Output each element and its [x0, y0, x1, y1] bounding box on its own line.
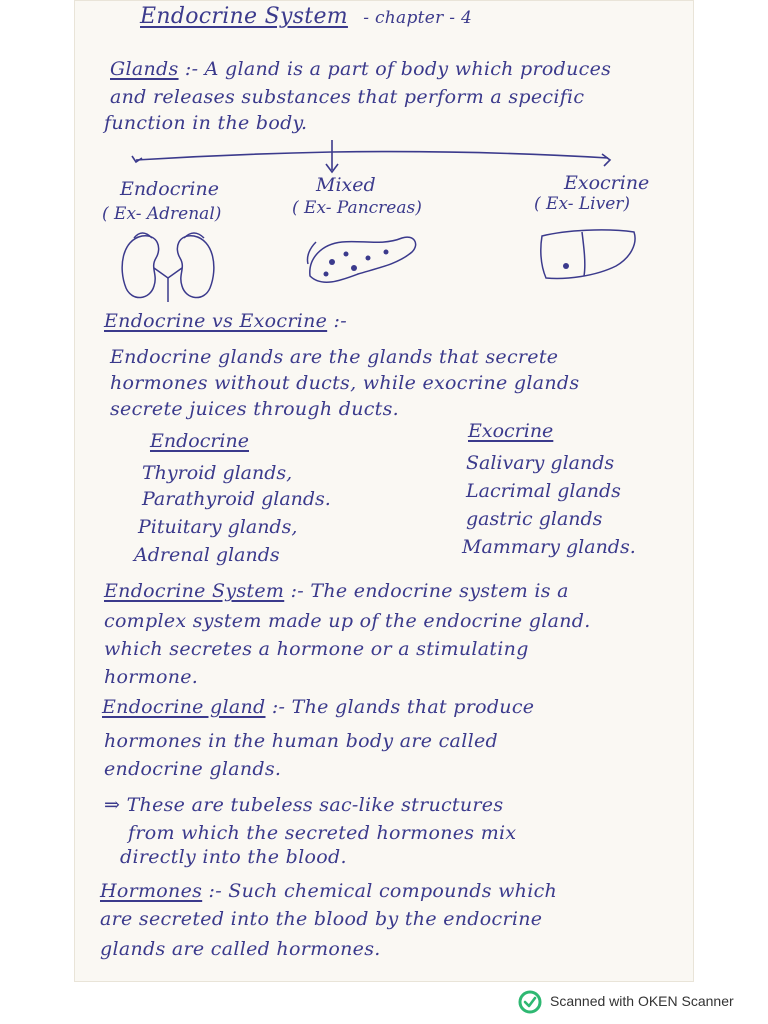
hormones-text-line: Such chemical compounds which	[228, 880, 558, 902]
vs-text-line: hormones without ducts, while exocrine glands	[110, 372, 580, 394]
exocrine-label: Exocrine	[564, 172, 650, 194]
glands-heading: Glands	[110, 58, 179, 80]
endocrine-list-item: Pituitary glands,	[138, 516, 298, 538]
vs-heading-line	[104, 310, 347, 332]
pancreas-drawing	[302, 228, 422, 294]
hormones-text-line: are secreted into the blood by the endocrine	[100, 908, 543, 930]
hormones-heading: Hormones	[100, 880, 203, 902]
oken-scanner-logo-icon	[518, 990, 542, 1014]
arrow-bullet-icon: ⇒	[104, 794, 121, 816]
exocrine-list-item: Mammary glands.	[462, 536, 636, 558]
endocrine-label: Endocrine	[120, 178, 219, 200]
bullet-text-line: These are tubeless sac-like structures	[126, 794, 504, 816]
system-line-1	[104, 580, 569, 602]
gland-line-1	[102, 696, 534, 718]
endocrine-list-item: Thyroid glands,	[142, 462, 293, 484]
exocrine-list-item: Salivary glands	[466, 452, 615, 474]
adrenal-kidneys-drawing	[114, 228, 224, 304]
gland-heading: Endocrine gland	[102, 696, 266, 718]
exocrine-column-header: Exocrine	[468, 420, 554, 442]
glands-separator: :-	[184, 58, 199, 80]
endocrine-list-item: Adrenal glands	[134, 544, 280, 566]
gland-text-line: endocrine glands.	[104, 758, 282, 780]
system-text-line: The endocrine system is a	[310, 580, 569, 602]
scanner-label: Scanned with OKEN Scanner	[550, 993, 734, 1009]
mixed-example: ( Ex- Pancreas)	[292, 198, 422, 218]
bullet-text-line: directly into the blood.	[120, 846, 347, 868]
gland-text-line: The glands that produce	[291, 696, 535, 718]
exocrine-list-item: Lacrimal glands	[466, 480, 621, 502]
chapter-label: - chapter - 4	[363, 8, 473, 28]
gland-text-line: hormones in the human body are called	[104, 730, 498, 752]
vs-separator: :-	[333, 310, 347, 332]
glands-def-line: function in the body.	[104, 112, 308, 134]
liver-drawing	[536, 224, 640, 286]
glands-def-line: A gland is a part of body which produces	[204, 58, 612, 80]
hormones-separator: :-	[208, 880, 222, 902]
hormones-line-1	[100, 880, 557, 902]
system-text-line: complex system made up of the endocrine gland.	[104, 610, 591, 632]
system-separator: :-	[290, 580, 304, 602]
vs-text-line: Endocrine glands are the glands that secrete	[110, 346, 559, 368]
endocrine-example: ( Ex- Adrenal)	[102, 204, 222, 224]
endocrine-list-item: Parathyroid glands.	[142, 488, 331, 510]
gland-separator: :-	[271, 696, 286, 718]
system-heading: Endocrine System	[104, 580, 285, 602]
bullet-line-1	[104, 794, 503, 816]
mixed-label: Mixed	[316, 174, 376, 196]
glands-def-line: and releases substances that perform a specific	[110, 86, 585, 108]
hormones-text-line: glands are called hormones.	[100, 938, 381, 960]
exocrine-list-item: gastric glands	[466, 508, 603, 530]
classification-tree-arrows	[74, 0, 694, 180]
system-text-line: hormone.	[104, 666, 199, 688]
title-text: Endocrine System	[140, 4, 348, 29]
vs-heading: Endocrine vs Exocrine	[104, 310, 328, 332]
scanner-footer	[0, 982, 768, 1024]
exocrine-example: ( Ex- Liver)	[534, 194, 631, 214]
notebook-page	[74, 0, 694, 982]
vs-text-line: secrete juices through ducts.	[110, 398, 399, 420]
bullet-text-line: from which the secreted hormones mix	[128, 822, 517, 844]
endocrine-column-header: Endocrine	[150, 430, 249, 452]
system-text-line: which secretes a hormone or a stimulating	[104, 638, 529, 660]
